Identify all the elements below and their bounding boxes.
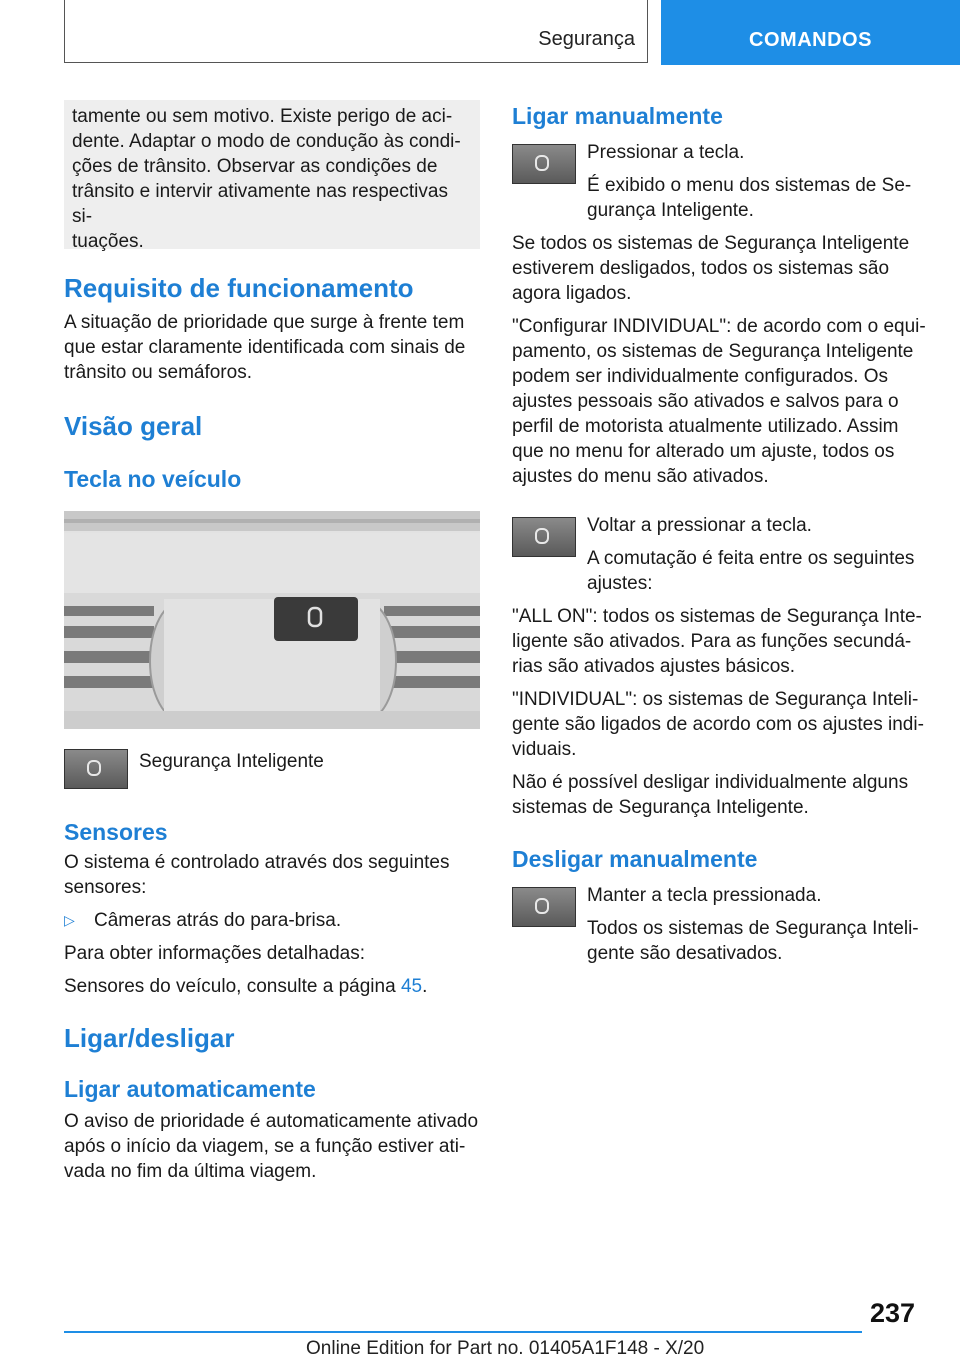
sensors-text: O sistema é controlado através dos seguintes sensores: — [64, 852, 450, 898]
press-key-text: Pressionar a tecla. — [587, 142, 745, 163]
header-section-box — [64, 0, 648, 63]
individual-text: "INDIVIDUAL": os sistemas de Segurança Inteli-gente são ligados de acordo com os ajustes indi-viduais. — [512, 689, 924, 760]
list-item — [64, 908, 480, 933]
press-again-text: Voltar a pressionar a tecla. — [587, 515, 812, 536]
reference-text — [64, 974, 480, 999]
not-possible-text: Não é possível desligar individualmente alguns sistemas de Segurança Inteligente. — [512, 772, 909, 818]
warning-line: tuações. — [72, 231, 144, 252]
reference-end: . — [422, 976, 428, 997]
press-key-step — [512, 140, 926, 223]
warning-line: ções de trânsito. Observar as condições de — [72, 156, 438, 177]
page-number: 237 — [870, 1298, 916, 1328]
press-again-step — [512, 513, 926, 596]
header-chapter-tab — [661, 0, 960, 65]
manual-on-heading: Ligar manualmente — [512, 103, 723, 129]
right-column — [512, 100, 926, 966]
warning-line: tamente ou sem motivo. Existe perigo de aci- — [72, 106, 453, 127]
list-item-text: Câmeras atrás do para-brisa. — [94, 910, 342, 931]
reference-label: Sensores do veículo, consulte a página — [64, 976, 396, 997]
intelligent-safety-key-icon — [512, 887, 576, 927]
overview-heading: Visão geral — [64, 411, 203, 441]
auto-on-text: O aviso de prioridade é automaticamente ativado após o início da viagem, se a função estiver ati-vada no fim da última viagem. — [64, 1111, 479, 1182]
requirement-text: A situação de prioridade que surge à frente tem que estar claramente identificada com sinais de trânsito ou semáforos. — [64, 312, 466, 383]
all-off-text: Se todos os sistemas de Segurança Inteligente estiverem desligados, todos os sistemas são agora ligados. — [512, 233, 910, 304]
intelligent-safety-key-icon — [512, 517, 576, 557]
intelligent-safety-key-icon — [512, 144, 576, 184]
left-column — [64, 100, 480, 1184]
sensors-heading: Sensores — [64, 819, 168, 845]
intelligent-safety-key-icon — [64, 749, 128, 789]
menu-shown-text: É exibido o menu dos sistemas de Se-gurança Inteligente. — [587, 175, 912, 221]
edition-footer: Online Edition for Part no. 01405A1F148 - X/20 — [306, 1338, 705, 1359]
page-reference-link[interactable]: 45 — [400, 976, 423, 997]
all-disabled-text: Todos os sistemas de Segurança Inteli-gente são desativados. — [587, 918, 919, 964]
manual-off-heading: Desligar manualmente — [512, 846, 758, 872]
warning-line: trânsito e intervir ativamente nas respectivas si- — [72, 181, 448, 227]
hold-key-text: Manter a tecla pressionada. — [587, 885, 822, 906]
dashboard-illustration — [64, 511, 480, 729]
toggle-text: A comutação é feita entre os seguintes ajustes: — [587, 548, 915, 594]
vehicle-key-heading: Tecla no veículo — [64, 466, 242, 492]
individual-config-text: "Configurar INDIVIDUAL": de acordo com o equi-pamento, os sistemas de Segurança Inteligente podem ser individualmente configurados. Os ajustes pessoais são ativados e salvos para o perfil de motorista atualmente utilizado. Assim que no menu for alterado um ajuste, todos os ajustes do menu são ativados. — [512, 316, 926, 487]
hold-key-step — [512, 883, 926, 966]
warning-line: dente. Adaptar o modo de condução às condi- — [72, 131, 461, 152]
warning-box — [64, 100, 480, 252]
key-legend — [64, 745, 480, 791]
auto-on-heading: Ligar automaticamente — [64, 1076, 316, 1102]
vehicle-button-photo — [64, 511, 480, 729]
onoff-heading: Ligar/desligar — [64, 1023, 235, 1053]
info-text: Para obter informações detalhadas: — [64, 943, 366, 964]
triangle-bullet-icon: ▷ — [64, 912, 75, 928]
header-section-title: Segurança — [538, 28, 635, 50]
key-legend-label: Segurança Inteligente — [139, 751, 324, 772]
header-chapter-title: COMANDOS — [749, 29, 872, 51]
footer-divider — [64, 1331, 862, 1333]
all-on-text: "ALL ON": todos os sistemas de Segurança Inte-ligente são ativados. Para as funções secundá-rias são ativados ajustes básicos. — [512, 606, 922, 677]
requirement-heading: Requisito de funcionamento — [64, 273, 414, 303]
